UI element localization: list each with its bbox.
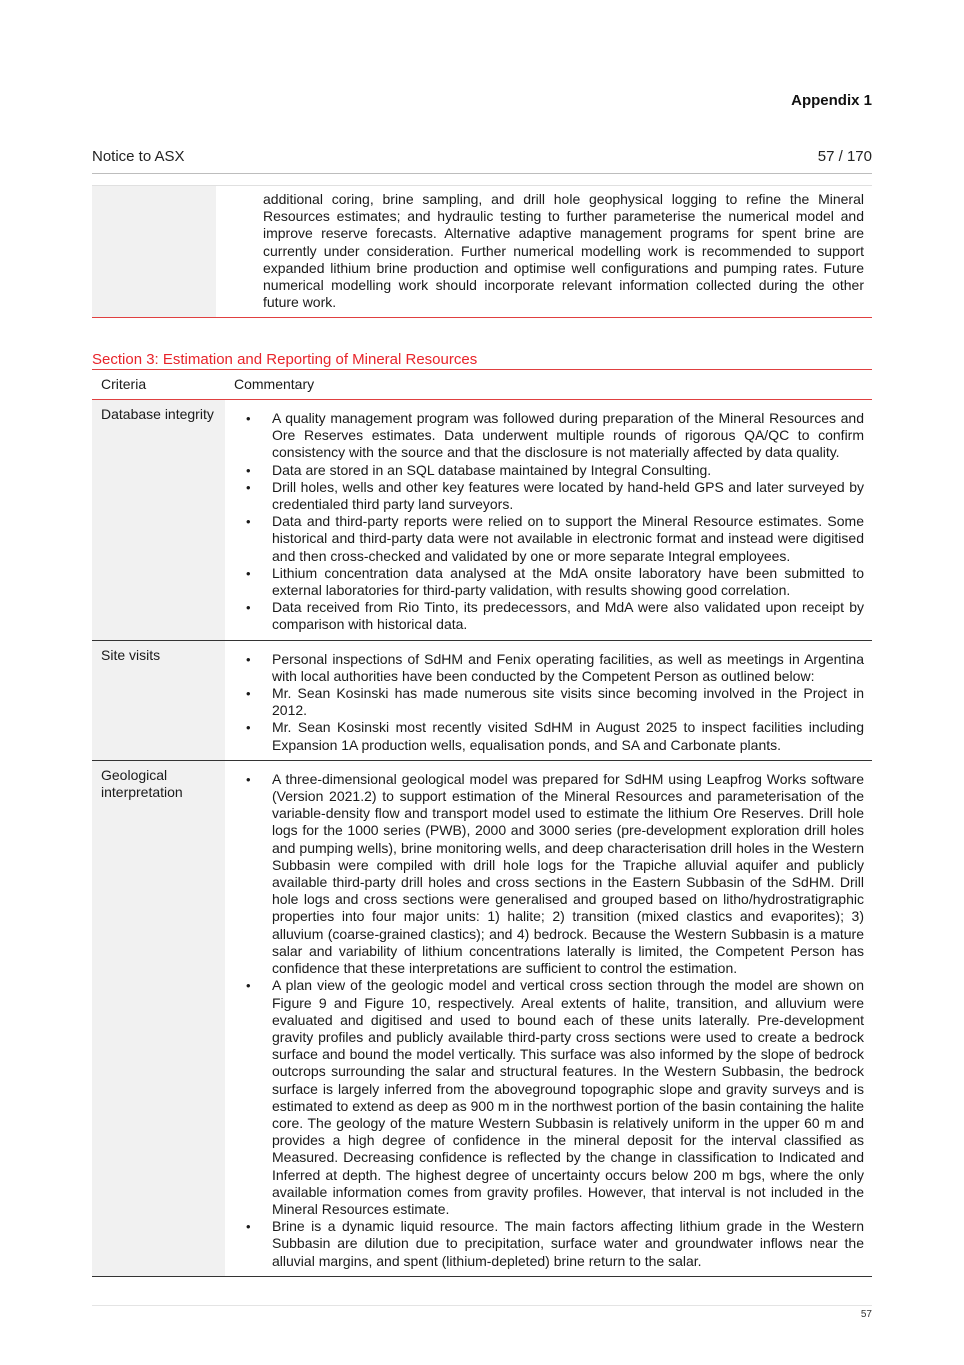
bullet-item: • Personal inspections of SdHM and Fenix operating facilities, as well as meetings in Argentina with local authorities have been conducted by the Competent Person as outlined below: [239,651,864,685]
footer-page-number: 57 [860,1309,872,1320]
bullet-item: • Data received from Rio Tinto, its predecessors, and MdA were also validated upon receipt by comparison with historical data. [239,599,864,633]
bullet-item: • A plan view of the geologic model and vertical cross section through the model are shown on Figure 9 and Figure 10, respectively. Areal extents of halite, transition, and alluvium were evaluated and digitised and used to bound each of these units laterally. Pre-development gravity profiles and publicly available third-party cross sections were used to create a bedrock surface and bound the model vertically. This surface was also informed by the slope of bedrock outcrops surrounding the salar and structural features. In the Western Subbasin, the bedrock surface is largely inferred from the aboveground topographic slope and gravity surveys and is estimated to extend as deep as 900 m in the northwest portion of the basin containing the halite core. The geology of the mature Western Subbasin is relatively uniform in the upper 60 m and provides a high degree of confidence in the mineral deposit for the interval classified as Measured. Decreasing confidence is reflected by the change in classification to Indicated and Inferred at depth. The highest degree of uncertainty occurs below 200 m bgs, where the only available information comes from gravity profiles. However, that interval is not included in the Mineral Resources estimate. [239,977,864,1218]
commentary-cell [225,760,872,1276]
appendix-label: Appendix 1 [791,92,872,109]
table-row-database-integrity [92,400,872,641]
continuation-table [92,185,872,318]
bullet-item: • Data are stored in an SQL database maintained by Integral Consulting. [239,462,864,479]
page-header [92,148,872,165]
section-title: Section 3: Estimation and Reporting of Mineral Resources [92,351,872,370]
table-header-row [92,370,872,400]
table-row-geological-interpretation [92,760,872,1276]
notice-title: Notice to ASX [92,148,185,165]
bullet-item: • Drill holes, wells and other key features were located by hand-held GPS and later surveyed by credentialed third party land surveyors. [239,479,864,513]
bullet-item: • Mr. Sean Kosinski most recently visited SdHM in August 2025 to inspect facilities including Expansion 1A production wells, equalisation ponds, and SA and Carbonate plants. [239,719,864,753]
continuation-row [92,186,872,318]
bullet-list [239,651,864,754]
footer-divider [92,1305,872,1306]
criteria-table [92,370,872,1277]
criteria-cell: Site visits [92,640,225,760]
commentary-column-header: Commentary [225,370,872,400]
continuation-criteria-cell [92,186,216,318]
continuation-text: additional coring, brine sampling, and drill hole geophysical logging to refine the Mineral Resources estimates; and hydraulic testing to further parameterise the numerical model and improve reserve forecasts. Alternative adaptive management programs for spent brine are currently under consideration. Further numerical modelling work is recommended to support expanded lithium brine production and optimise well configurations and pumping rates. Future numerical modelling work should incorporate relevant information collected during the other future work. [263,191,864,311]
header-divider [92,173,872,174]
page-counter: 57 / 170 [817,148,872,165]
continuation-commentary-cell [216,186,872,318]
criteria-cell: Database integrity [92,400,225,641]
bullet-item: • Data and third-party reports were relied on to support the Mineral Resource estimates. Some historical and third-party data were not available in electronic format and instead were digitised and then cross-checked and validated by one or more separate Integral employees. [239,513,864,565]
bullet-item: • Mr. Sean Kosinski has made numerous site visits since becoming involved in the Project in 2012. [239,685,864,719]
bullet-item: • Brine is a dynamic liquid resource. The main factors affecting lithium grade in the Western Subbasin are dilution due to precipitation, surface water and groundwater inflows near the alluvial margins, and spent (lithium-depleted) brine return to the salar. [239,1218,864,1270]
bullet-list [239,771,864,1270]
bullet-list [239,410,864,634]
commentary-cell [225,400,872,641]
bullet-item: • Lithium concentration data analysed at the MdA onsite laboratory have been submitted to external laboratories for third-party validation, with results showing good correlation. [239,565,864,599]
bullet-item: • A three-dimensional geological model was prepared for SdHM using Leapfrog Works software (Version 2021.2) to support estimation of the Mineral Resources and parameterisation of the variable-density flow and transport model used to estimate the lithium Ore Reserves. Drill hole logs for the 1000 series (PWB), 2000 and 3000 series (pre-development exploration drill holes and pumping wells), brine monitoring wells, and deep characterisation drill holes in the Western Subbasin were compiled with drill hole logs for the Trapiche alluvial aquifer and publicly available third-party drill holes and cross sections in the Eastern Subbasin of the SdHM. Drill hole logs and cross sections were generalised and grouped based on litho/hydrostratigraphic properties into four major units: 1) halite; 2) transition (mixed clastics and evaporites); 3) alluvium (coarse-grained clastics); and 4) bedrock. Because the Western Subbasin is a mature salar and variability of lithium concentrations laterally is limited, the Competent Person has confidence that these interpretations are sufficient to control the estimation. [239,771,864,977]
bullet-item: • A quality management program was followed during preparation of the Mineral Resources and Ore Reserves estimates. Data underwent multiple rounds of rigorous QA/QC to confirm consistency with the source and that the disclosure is not materially affected by data quality. [239,410,864,462]
criteria-column-header: Criteria [92,370,225,400]
commentary-cell [225,640,872,760]
criteria-cell: Geological interpretation [92,760,225,1276]
table-row-site-visits [92,640,872,760]
